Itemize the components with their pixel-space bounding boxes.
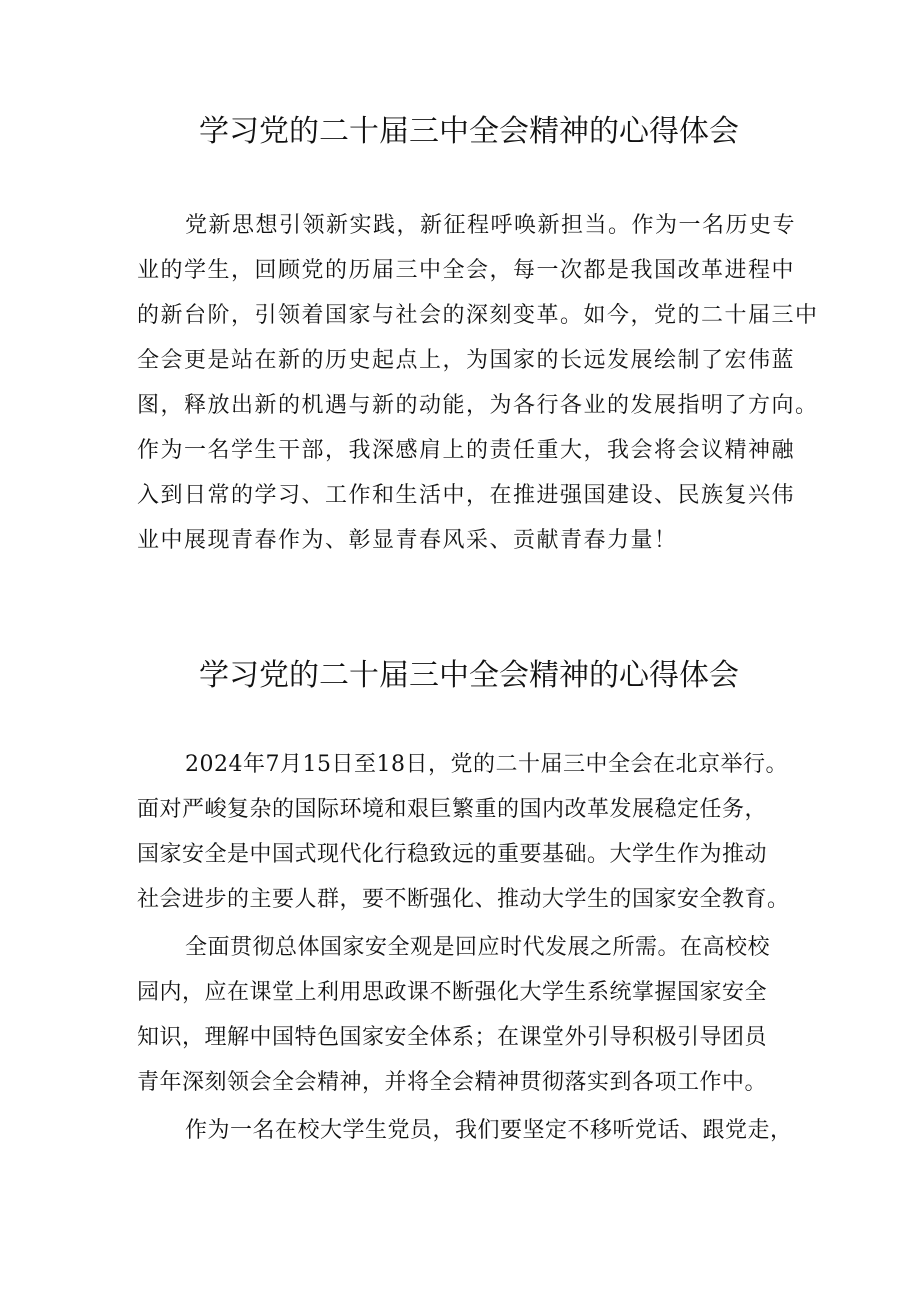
article-title: 学习党的二十届三中全会精神的心得体会 — [199, 114, 739, 149]
article-1 — [137, 108, 819, 563]
paragraph — [137, 742, 801, 922]
text-line: 面对严峻复杂的国际环境和艰巨繁重的国内改革发展稳定任务， — [137, 797, 768, 822]
text-line: 全会更是站在新的历史起点上，为国家的长远发展绘制了宏伟蓝 — [137, 348, 796, 373]
article-body — [137, 742, 801, 1153]
text-line: 社会进步的主要人群，要不断强化、推动大学生的国家安全教育。 — [137, 887, 790, 912]
paragraph — [137, 203, 819, 563]
text-line: 的新台阶，引领着国家与社会的深刻变革。如今，党的二十届三中 — [137, 303, 819, 328]
text-line: 入到日常的学习、工作和生活中，在推进强国建设、民族复兴伟 — [137, 483, 796, 508]
article-title: 学习党的二十届三中全会精神的心得体会 — [199, 658, 739, 693]
text-line: 党新思想引领新实践，新征程呼唤新担当。作为一名历史专 — [185, 213, 797, 238]
text-line: 作为一名学生干部，我深感肩上的责任重大，我会将会议精神融 — [137, 438, 796, 463]
article-2 — [137, 652, 801, 1153]
text-line: 业中展现青春作为、彰显青春风采、贡献青春力量！ — [137, 528, 678, 553]
text-line: 知识，理解中国特色国家安全体系；在课堂外引导积极引导团员 — [137, 1025, 768, 1050]
text-line: 园内，应在课堂上利用思政课不断强化大学生系统掌握国家安全 — [137, 980, 768, 1005]
text-line: 图，释放出新的机遇与新的动能，为各行各业的发展指明了方向。 — [137, 393, 819, 418]
text-line: 青年深刻领会全会精神，并将全会精神贯彻落实到各项工作中。 — [137, 1070, 768, 1095]
text-line: 全面贯彻总体国家安全观是回应时代发展之所需。在高校校 — [185, 935, 771, 960]
paragraph — [137, 925, 801, 1105]
text-line: 作为一名在校大学生党员，我们要坚定不移听党话、跟党走， — [185, 1118, 793, 1143]
article-body — [137, 203, 819, 563]
text-line: 业的学生，回顾党的历届三中全会，每一次都是我国改革进程中 — [137, 258, 796, 283]
text-line: 2024年7月15日至18日，党的二十届三中全会在北京举行。 — [185, 752, 788, 777]
paragraph — [137, 1108, 801, 1153]
text-line: 国家安全是中国式现代化行稳致远的重要基础。大学生作为推动 — [137, 842, 768, 867]
